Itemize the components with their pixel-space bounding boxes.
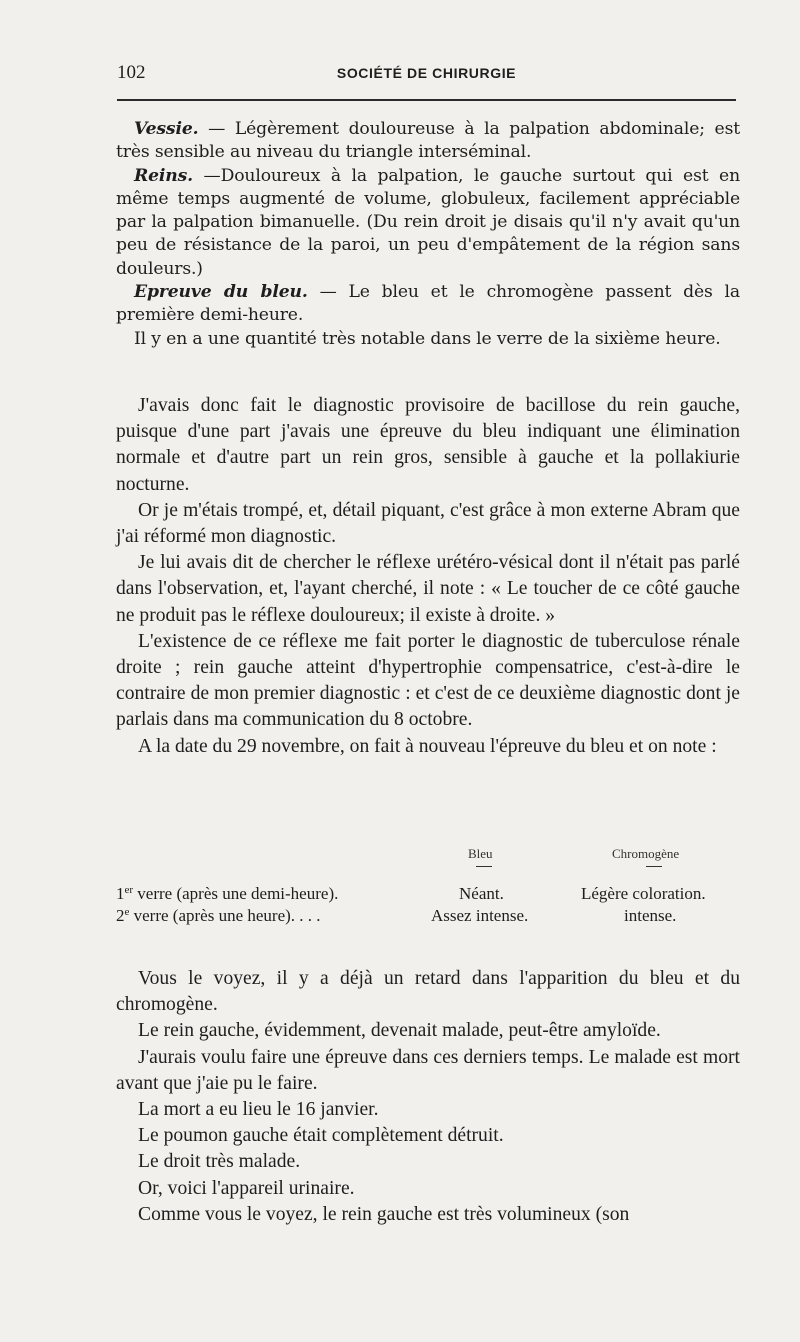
main-text-2 [116, 966, 740, 1228]
table-cell-bleu: Assez intense. [431, 906, 529, 925]
obs-text: — Légèrement douloureuse à la palpation abdominale; est très sensible au niveau du triangle interséminal. [116, 119, 740, 163]
col-header-chromogene: Chromogène [612, 846, 680, 861]
observation-block [116, 118, 740, 351]
obs-label: Epreuve du bleu. [134, 282, 308, 303]
blue-test-table [116, 846, 746, 930]
table-cell-bleu: Néant. [459, 884, 504, 903]
header-rule [117, 99, 736, 101]
page-header [117, 58, 736, 88]
body-paragraph: Je lui avais dit de chercher le réflexe urétéro-vésical dont il n'était pas parlé dans l'observation, et, l'ayant cherché, il note : « Le toucher de ce côté gauche ne produit pas le réflexe douloureux; il existe à droite. » [116, 552, 740, 626]
obs-paragraph [116, 281, 740, 328]
obs-text: —Douloureux à la palpation, le gauche surtout qui est en même temps augmenté de volume, globuleux, facilement appréciable par la palpation bimanuelle. (Du rein droit je disais qu'il n'y avait qu'un peu de résistance de la paroi, un peu d'empâtement de la région sans douleurs.) [116, 165, 740, 279]
obs-paragraph [116, 165, 740, 281]
body-paragraph: Le poumon gauche était complètement détruit. [138, 1125, 504, 1147]
obs-text: — Le bleu et le chromogène passent dès la première demi-heure. [116, 282, 740, 326]
obs-text: Il y en a une quantité très notable dans le verre de la sixième heure. [134, 328, 721, 349]
body-paragraph: Or, voici l'appareil urinaire. [138, 1177, 355, 1199]
body-paragraph: J'avais donc fait le diagnostic provisoire de bacillose du rein gauche, puisque d'une part j'avais une épreuve du bleu indiquant une élimination normale et d'autre part un rein gros, sensible à gauche et la pollakiurie nocturne. [116, 395, 740, 495]
col-header-bleu: Bleu [468, 846, 493, 861]
body-paragraph: J'aurais voulu faire une épreuve dans ces derniers temps. Le malade est mort avant que j'aie pu le faire. [116, 1046, 740, 1094]
obs-paragraph [116, 118, 740, 165]
col-dash [646, 866, 662, 867]
body-paragraph: Le droit très malade. [138, 1151, 301, 1173]
body-paragraph: La mort a eu lieu le 16 janvier. [138, 1099, 379, 1121]
page-number: 102 [117, 62, 146, 83]
body-paragraph: Or je m'étais trompé, et, détail piquant, c'est grâce à mon externe Abram que j'ai réformé mon diagnostic. [116, 499, 740, 548]
obs-label: Reins. [134, 165, 194, 186]
body-paragraph: Le rein gauche, évidemment, devenait malade, peut-être amyloïde. [138, 1020, 661, 1042]
col-dash [476, 866, 492, 867]
table-row-label: 2e verre (après une heure). . . . [116, 906, 321, 925]
body-paragraph: Vous le voyez, il y a déjà un retard dans l'apparition du bleu et du chromogène. [116, 968, 740, 1016]
obs-label: Vessie. [134, 119, 199, 139]
main-text-1 [116, 393, 740, 760]
table-cell-chromogene: Légère coloration. [581, 884, 706, 903]
obs-paragraph [116, 328, 740, 351]
table-cell-chromogene: intense. [624, 906, 677, 925]
body-paragraph: Comme vous le voyez, le rein gauche est très volumineux (son [138, 1203, 630, 1225]
body-paragraph: L'existence de ce réflexe me fait porter le diagnostic de tuberculose rénale droite ; rein gauche atteint d'hypertrophie compensatrice, c'est-à-dire le contraire de mon premier diagnostic : et c'est de ce deuxième diagnostic dont je parlais dans ma communication du 8 octobre. [116, 630, 740, 731]
running-title: SOCIÉTÉ DE CHIRURGIE [336, 65, 517, 81]
table-row-label: 1er verre (après une demi-heure). [116, 884, 339, 903]
body-paragraph: A la date du 29 novembre, on fait à nouveau l'épreuve du bleu et on note : [138, 735, 717, 757]
